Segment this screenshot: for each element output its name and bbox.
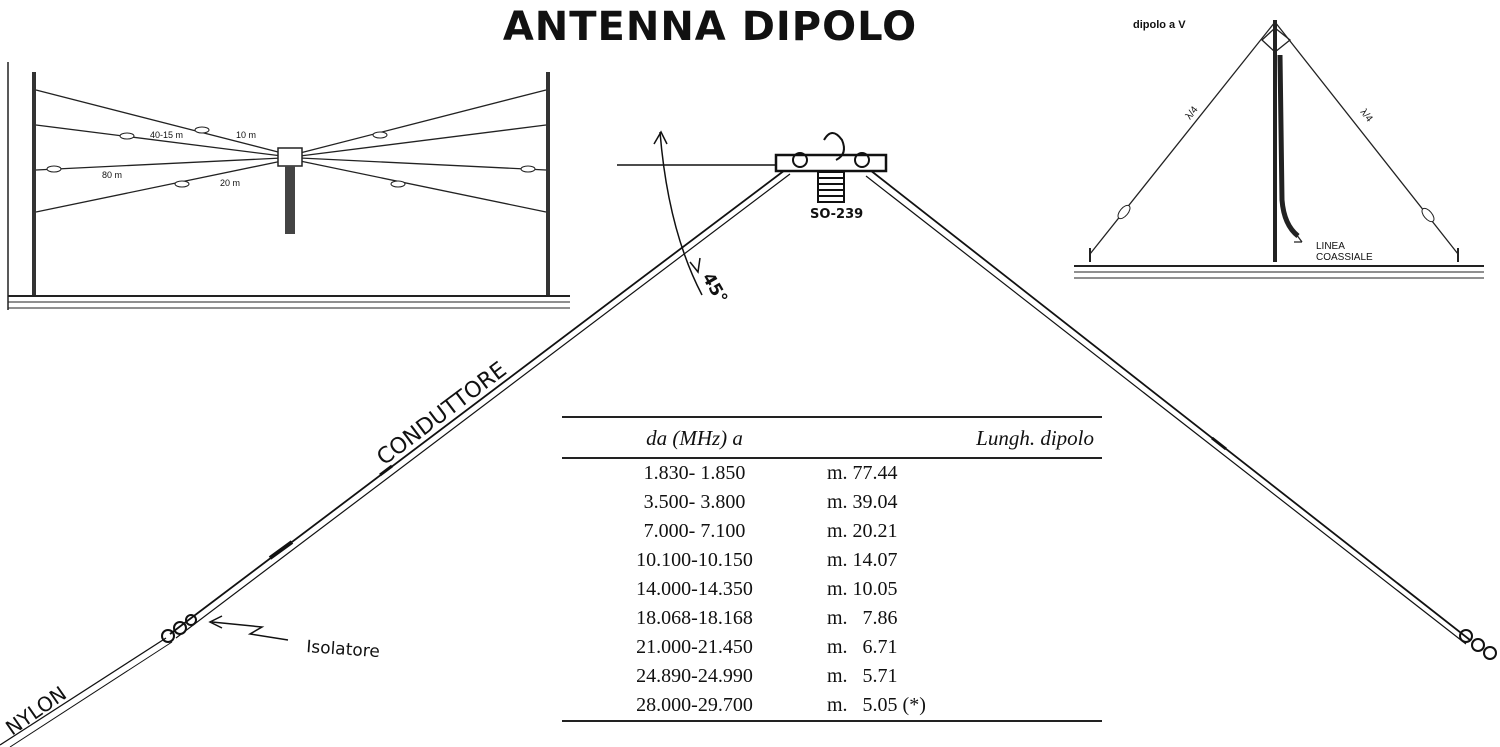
length-cell: m. 77.44 [827, 461, 898, 484]
band-label: 20 m [220, 178, 241, 188]
band-label: 80 m [102, 170, 123, 180]
arrow-icon [690, 258, 700, 272]
so239-connector-icon [818, 172, 844, 202]
coax-label: COASSIALE [1316, 252, 1373, 263]
insulator-icon [195, 127, 209, 133]
header-length: Lungh. dipolo [827, 417, 1102, 458]
leg-label: λ/4 [1183, 104, 1201, 122]
table-row [562, 604, 1102, 633]
table-row [562, 633, 1102, 662]
range-cell: 14.000-14.350 [636, 577, 753, 600]
range-cell: 7.000- 7.100 [643, 519, 746, 542]
page-title: ANTENNA DIPOLO [502, 4, 918, 50]
band-label: 40-15 m [150, 130, 184, 140]
insulator-icon [1116, 203, 1132, 220]
length-cell: m. 39.04 [827, 490, 898, 513]
length-cell: m. 20.21 [827, 519, 898, 542]
table-row [562, 546, 1102, 575]
length-cell: m. 6.71 [827, 635, 898, 658]
dipole-wire [300, 125, 546, 156]
v-dipole-inset [1074, 20, 1484, 278]
insulator-icon [521, 166, 535, 172]
insulator-icon [373, 132, 387, 138]
table-row [562, 662, 1102, 691]
length-cell: m. 7.86 [827, 606, 898, 629]
coax-line [1280, 55, 1298, 236]
angle-label: 45° [697, 269, 732, 308]
range-cell: 18.068-18.168 [636, 606, 753, 629]
nylon-label: NYLON [1, 681, 71, 741]
insulator-icon [1420, 206, 1436, 223]
left-mast [32, 72, 36, 297]
leg-label: λ/4 [1357, 107, 1375, 125]
range-cell: 10.100-10.150 [636, 548, 753, 571]
fan-dipole-inset [8, 62, 570, 310]
range-cell: 28.000-29.700 [562, 691, 827, 721]
table-row [562, 575, 1102, 604]
insulator-icon [47, 166, 61, 172]
insulator-icon [391, 181, 405, 187]
insulator-icon [175, 181, 189, 187]
length-cell: m. 14.07 [827, 548, 898, 571]
band-label: 10 m [236, 130, 257, 140]
connector-label: SO-239 [810, 207, 864, 222]
range-cell: 21.000-21.450 [636, 635, 753, 658]
right-insulator-icon [1460, 630, 1496, 659]
insulator-icon [120, 133, 134, 139]
range-cell: 3.500- 3.800 [643, 490, 746, 513]
range-cell: 24.890-24.990 [636, 664, 753, 687]
coax-cable [285, 166, 295, 234]
dipole-wire [300, 90, 546, 153]
angle-arc [660, 132, 702, 295]
right-mast [546, 72, 550, 297]
left-leg [1090, 22, 1275, 254]
range-cell: 1.830- 1.850 [643, 461, 746, 484]
length-cell: m. 5.71 [827, 664, 898, 687]
dipole-length-table [562, 416, 1102, 722]
insulator-label: Isolatore [305, 637, 381, 663]
pointer-arrow [212, 622, 288, 640]
header-range: da (MHz) a [562, 417, 827, 458]
length-cell: m. 5.05 (*) [827, 691, 1102, 721]
inset-title: dipolo a V [1133, 19, 1186, 31]
table-row [562, 517, 1102, 546]
crimp-mark [270, 542, 292, 558]
conductor-label: CONDUTTORE [372, 357, 512, 471]
length-cell: m. 10.05 [827, 577, 898, 600]
coax-label: LINEA [1316, 241, 1345, 252]
table-row [562, 691, 1102, 721]
dipole-wire [36, 90, 282, 153]
center-hub [278, 148, 302, 166]
table-row [562, 458, 1102, 488]
nylon-rope [10, 642, 172, 747]
table-row [562, 488, 1102, 517]
